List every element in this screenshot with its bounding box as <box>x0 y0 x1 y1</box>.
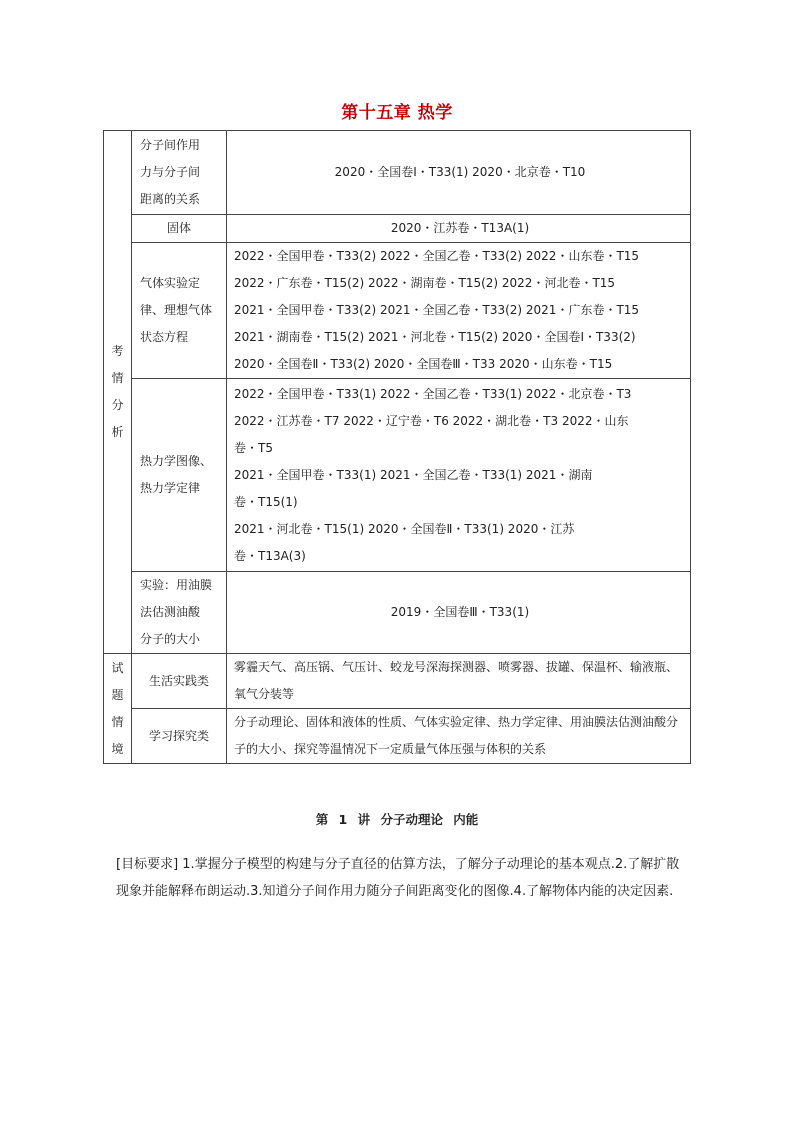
scenario-topic-cell: 生活实践类 <box>132 654 227 709</box>
topic-cell: 分子间作用 力与分子间 距离的关系 <box>132 131 227 215</box>
analysis-category-label: 考 情 分 析 <box>104 131 132 654</box>
goal-text: 1.掌握分子模型的构建与分子直径的估算方法，了解分子动理论的基本观点.2.了解扩散现象并能解释布朗运动.3.知道分子间作用力随分子间距离变化的图像.4.了解物体内能的决定因素. <box>116 857 680 899</box>
topic-cell: 实验：用油膜 法估测油酸 分子的大小 <box>132 572 227 654</box>
table-row <box>104 379 691 572</box>
scenario-category-label: 试 题 情 境 <box>104 654 132 764</box>
learning-goals <box>116 851 686 905</box>
exam-refs-cell: 2020・江苏卷・T13A(1) <box>227 215 691 243</box>
exam-refs-cell: 2022・全国甲卷・T33(1) 2022・全国乙卷・T33(1) 2022・北京卷・T3 2022・江苏卷・T7 2022・辽宁卷・T6 2022・湖北卷・T3 2022・山东 卷・T5 2021・全国甲卷・T33(1) 2021・全国乙卷・T33(1) 2021・湖南 卷・T15(1) 2021・河北卷・T15(1) 2020・全国卷Ⅱ・T33(1) 2020・江苏 卷・T13A(3) <box>227 379 691 572</box>
scenario-text-cell: 雾霾天气、高压锅、气压计、蛟龙号深海探测器、喷雾器、拔罐、保温杯、输液瓶、氧气分装等 <box>227 654 691 709</box>
topic-cell: 热力学图像、 热力学定律 <box>132 379 227 572</box>
table-row <box>104 215 691 243</box>
exam-analysis-table <box>103 130 691 764</box>
goal-label: [目标要求] <box>116 857 179 872</box>
chapter-title: 第十五章 热学 <box>341 103 453 123</box>
scenario-topic-cell: 学习探究类 <box>132 709 227 764</box>
table-row <box>104 654 691 709</box>
exam-refs-cell: 2019・全国卷Ⅲ・T33(1) <box>227 572 691 654</box>
table-row <box>104 131 691 215</box>
topic-cell: 固体 <box>132 215 227 243</box>
exam-refs-cell: 2022・全国甲卷・T33(2) 2022・全国乙卷・T33(2) 2022・山东卷・T15 2022・广东卷・T15(2) 2022・湖南卷・T15(2) 2022・河北卷・T15 2021・全国甲卷・T33(2) 2021・全国乙卷・T33(2) 2021・广东卷・T15 2021・湖南卷・T15(2) 2021・河北卷・T15(2) 2020・全国卷Ⅰ・T33(2) 2020・全国卷Ⅱ・T33(2) 2020・全国卷Ⅲ・T33 2020・山东卷・T15 <box>227 243 691 379</box>
exam-refs-cell: 2020・全国卷Ⅰ・T33(1) 2020・北京卷・T10 <box>227 131 691 215</box>
lecture-title: 第 1 讲 分子动理论 内能 <box>315 812 479 827</box>
table-row <box>104 709 691 764</box>
topic-cell: 气体实验定 律、理想气体 状态方程 <box>132 243 227 379</box>
table-row <box>104 572 691 654</box>
scenario-text-cell: 分子动理论、固体和液体的性质、气体实验定律、热力学定律、用油膜法估测油酸分子的大小、探究等温情况下一定质量气体压强与体积的关系 <box>227 709 691 764</box>
table-row <box>104 243 691 379</box>
